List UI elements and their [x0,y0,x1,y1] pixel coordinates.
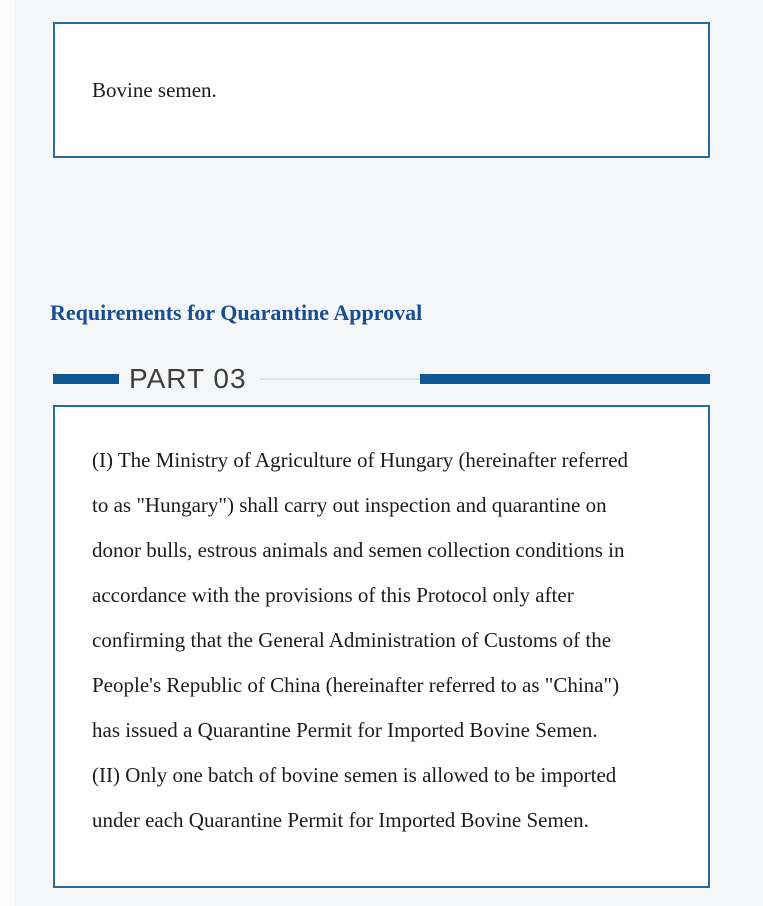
intro-text-box [53,22,710,158]
intro-text: Bovine semen. [92,77,217,102]
protocol-text [92,438,680,843]
section-heading: Requirements for Quarantine Approval [50,300,423,325]
text-line: has issued a Quarantine Permit for Imported Bovine Semen. [92,718,598,742]
text-line: under each Quarantine Permit for Imported Bovine Semen. [92,808,589,832]
divider-bar-right [420,374,710,384]
part-label: PART 03 [129,363,247,394]
text-line: confirming that the General Administration of Customs of the [92,628,612,652]
text-line: People's Republic of China (hereinafter referred to as "China") [92,673,620,697]
text-line: (II) Only one batch of bovine semen is allowed to be imported [92,763,617,787]
text-line: to as "Hungary") shall carry out inspection and quarantine on [92,493,607,517]
text-line: donor bulls, estrous animals and semen collection conditions in [92,538,625,562]
text-line: (I) The Ministry of Agriculture of Hungary (hereinafter referred [92,448,629,472]
page-left-margin [0,0,14,906]
part-divider [53,361,710,397]
divider-bar-left [53,374,119,384]
protocol-text-box [53,405,710,888]
divider-thin-line [260,378,420,380]
text-line: accordance with the provisions of this Protocol only after [92,583,574,607]
